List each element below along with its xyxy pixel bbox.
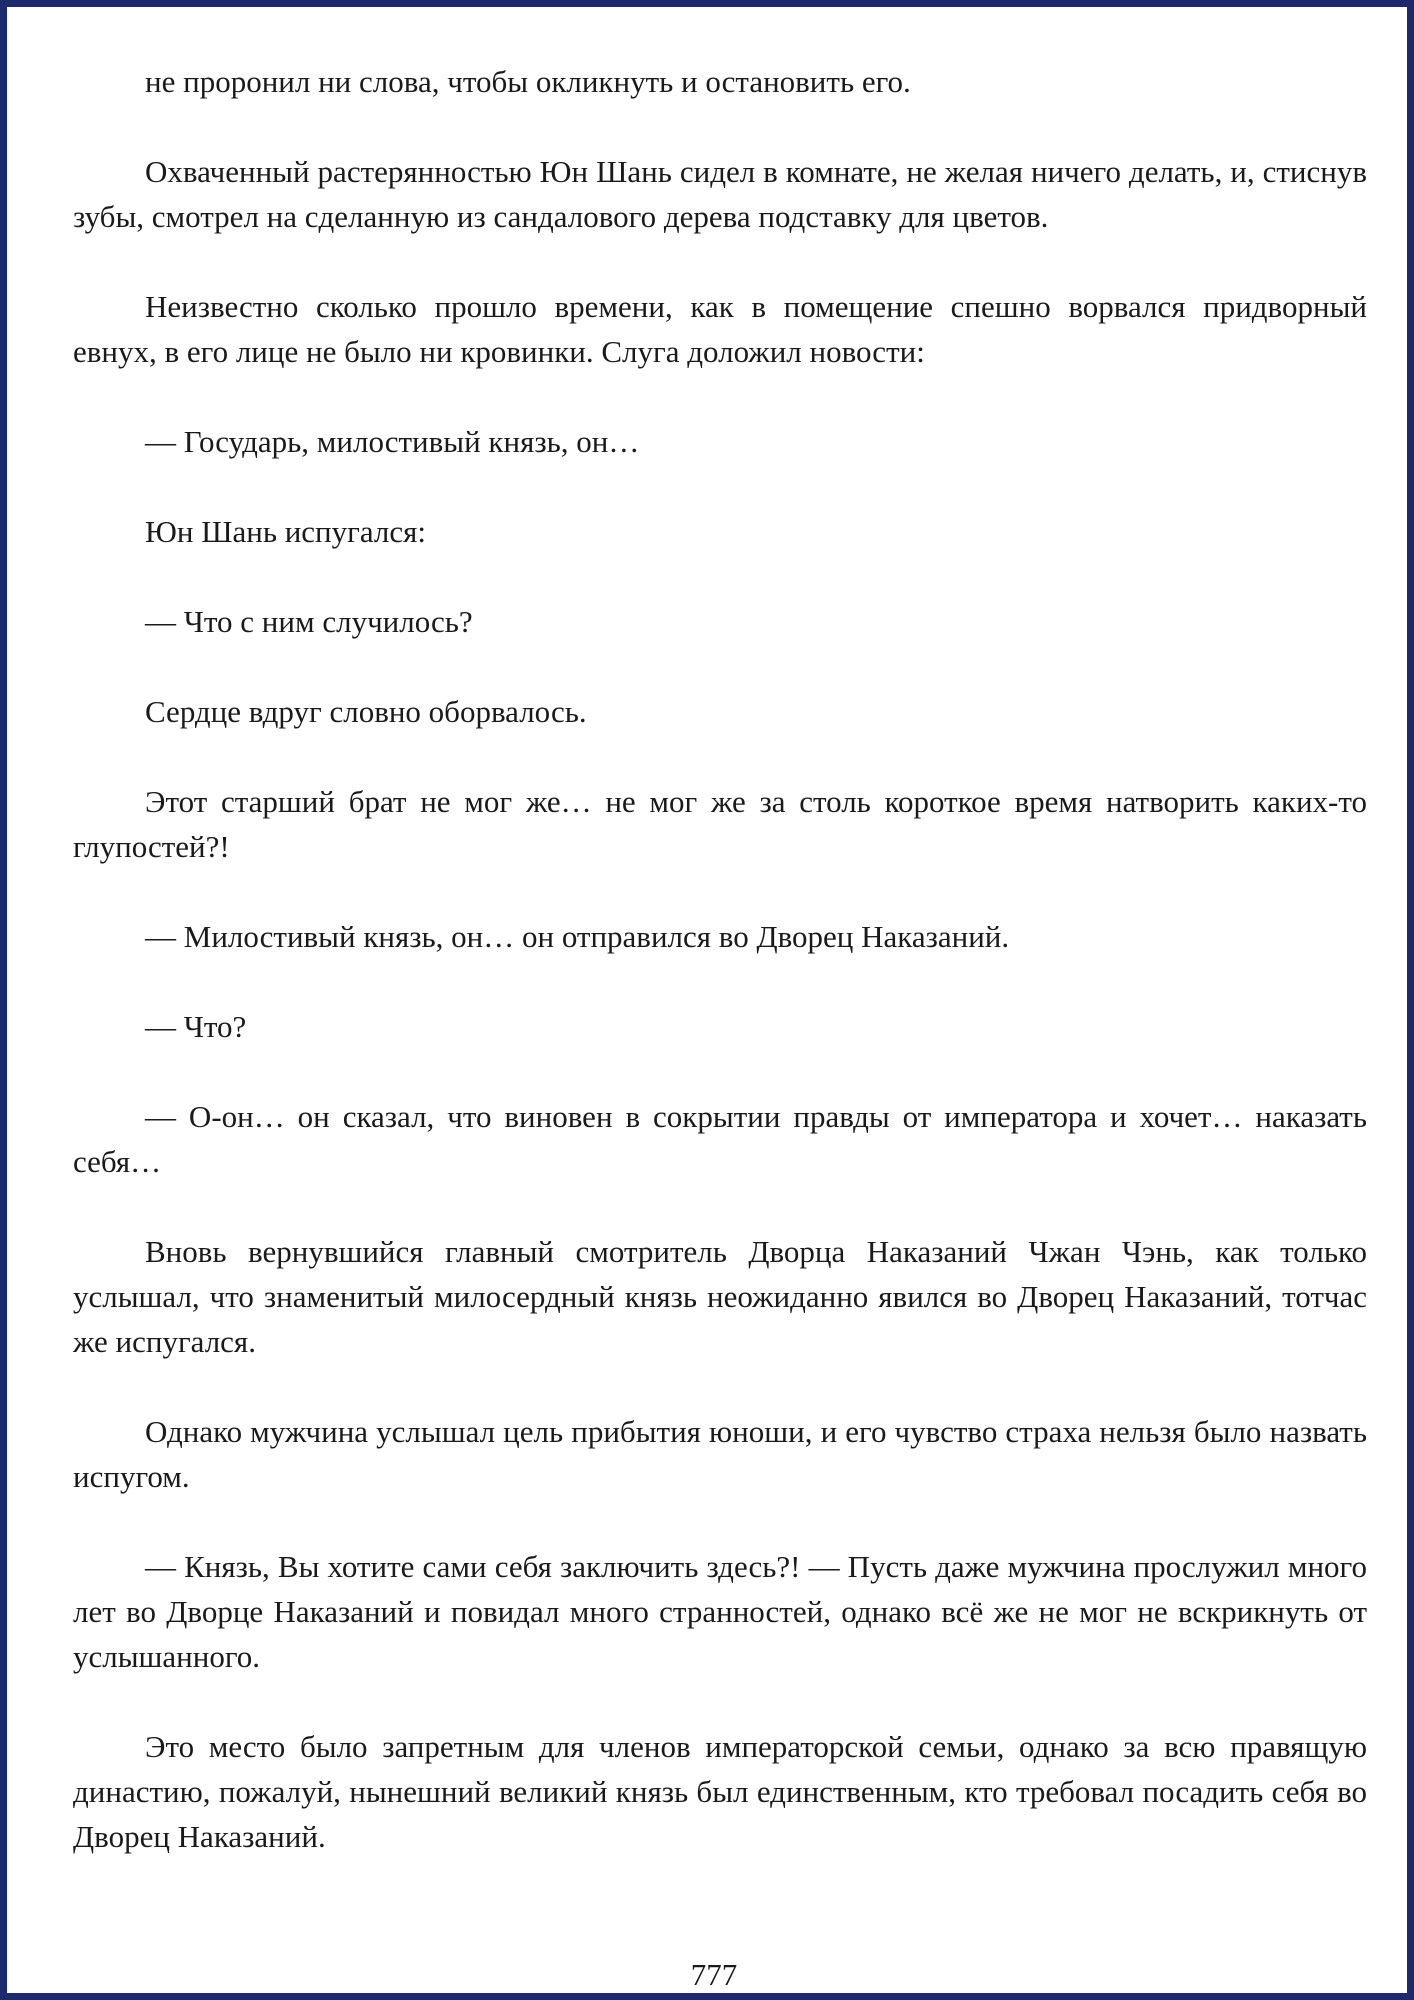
paragraph-12: Вновь вернувшийся главный смотритель Дворца Наказаний Чжан Чэнь, как только услышал, что знаменитый милосердный князь неожиданно явился во Дворец Наказаний, тотчас же испугался.	[73, 1234, 1367, 1359]
paragraph-8: Этот старший брат не мог же… не мог же за столь короткое время натворить каких-то глупостей?!	[73, 784, 1367, 864]
paragraph-13: Однако мужчина услышал цель прибытия юноши, и его чувство страха нельзя было назвать испугом.	[73, 1414, 1367, 1494]
paragraph-2: Охваченный растерянностью Юн Шань сидел в комнате, не желая ничего делать, и, стиснув зубы, смотрел на сделанную из сандалового дерева подставку для цветов.	[73, 154, 1367, 234]
paragraph-15: Это место было запретным для членов императорской семьи, однако за всю правящую династию, пожалуй, нынешний великий князь был единственным, кто требовал посадить себя во Дворец Наказаний.	[73, 1729, 1367, 1854]
paragraph-14: — Князь, Вы хотите сами себя заключить здесь?! — Пусть даже мужчина прослужил много лет во Дворце Наказаний и повидал много странностей, однако всё же не мог не вскрикнуть от услышанного.	[73, 1549, 1367, 1674]
paragraph-11: — О-он… он сказал, что виновен в сокрытии правды от императора и хочет… наказать себя…	[73, 1099, 1367, 1179]
paragraph-1: не проронил ни слова, чтобы окликнуть и остановить его.	[145, 64, 911, 99]
body-text	[73, 59, 1367, 1904]
paragraph-6: — Что с ним случилось?	[145, 604, 473, 639]
paragraph-10: — Что?	[145, 1009, 247, 1044]
paragraph-3: Неизвестно сколько прошло времени, как в помещение спешно ворвался придворный евнух, в его лице не было ни кровинки. Слуга доложил новости:	[73, 289, 1367, 369]
paragraph-5: Юн Шань испугался:	[145, 514, 426, 549]
paragraph-7: Сердце вдруг словно оборвалось.	[145, 694, 587, 729]
paragraph-9: — Милостивый князь, он… он отправился во Дворец Наказаний.	[145, 919, 1010, 954]
paragraph-4: — Государь, милостивый князь, он…	[145, 424, 640, 459]
page-number: 777	[690, 1957, 738, 1992]
